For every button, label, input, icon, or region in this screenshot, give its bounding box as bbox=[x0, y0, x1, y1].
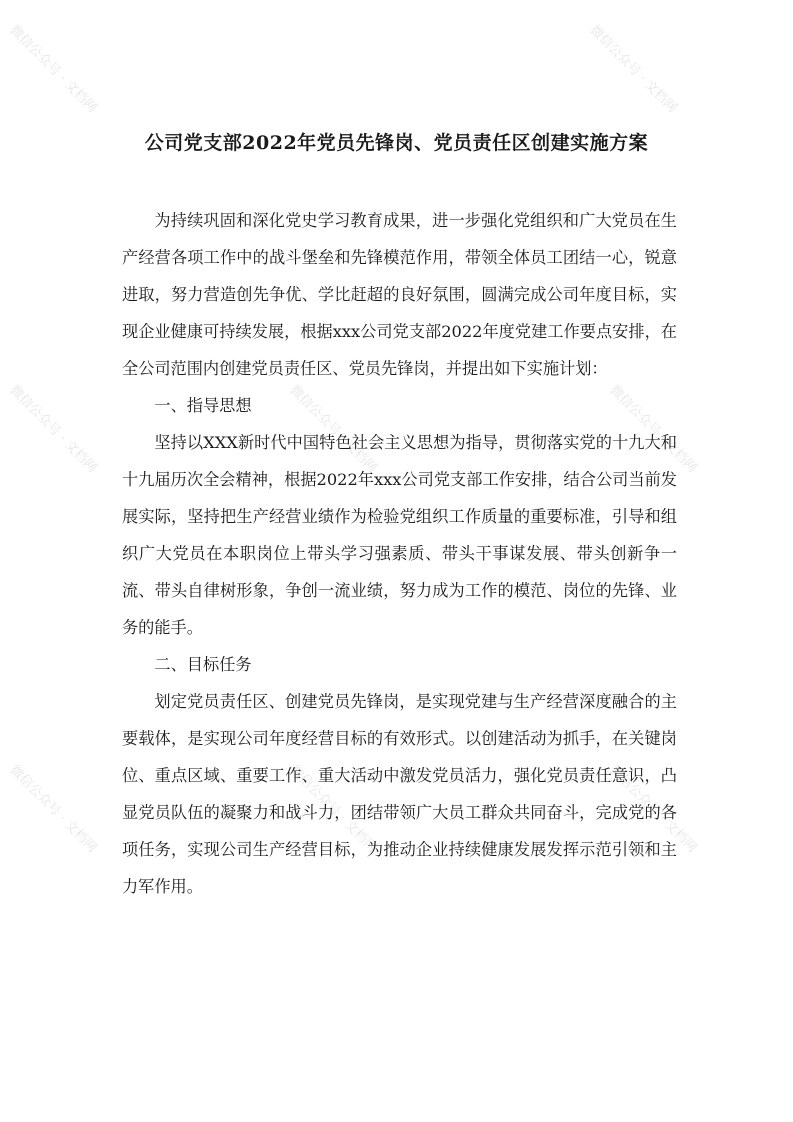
watermark: 微信公众号 · 文档网 bbox=[6, 762, 100, 856]
section-heading-guiding-ideology: 一、指导思想 bbox=[154, 396, 252, 415]
watermark: 微信公众号 · 文档网 bbox=[606, 762, 700, 856]
section-text-guiding-ideology: 坚持以XXX新时代中国特色社会主义思想为指导，贯彻落实党的十九大和十九届历次全会精神，根据2022年xxx公司党支部工作安排，结合公司当前发展实际，坚持把生产经营业绩作为检验党组织工作质量的重要标准，引导和组织广大党员在本职岗位上带头学习强素质、带头干事谋发展、带头创新争一流、带头自律树形象，争创一流业绩，努力成为工作的模范、岗位的先锋、业务的能手。 bbox=[122, 433, 677, 637]
document-title: 公司党支部2022年党员先锋岗、党员责任区创建实施方案 bbox=[144, 132, 649, 154]
document-body bbox=[122, 202, 677, 905]
watermark: 微信公众号 · 文档网 bbox=[606, 382, 700, 476]
watermark: 微信公众号 · 文档网 bbox=[6, 22, 100, 116]
watermark: 微信公众号 · 文档网 bbox=[6, 382, 100, 476]
intro-paragraph: 为持续巩固和深化党史学习教育成果，进一步强化党组织和广大党员在生产经营各项工作中的战斗堡垒和先锋模范作用，带领全体员工团结一心，锐意进取，努力营造创先争优、学比赶超的良好氛围，圆满完成公司年度目标，实现企业健康可持续发展，根据xxx公司党支部2022年度党建工作要点安排，在全公司范围内创建党员责任区、党员先锋岗，并提出如下实施计划： bbox=[122, 211, 677, 378]
section-text-goals-tasks: 划定党员责任区、创建党员先锋岗，是实现党建与生产经营深度融合的主要载体，是实现公司年度经营目标的有效形式。以创建活动为抓手，在关键岗位、重点区域、重要工作、重大活动中激发党员活力，强化党员责任意识，凸显党员队伍的凝聚力和战斗力，团结带领广大员工群众共同奋斗，完成党的各项任务，实现公司生产经营目标，为推动企业持续健康发展发挥示范引领和主力军作用。 bbox=[122, 692, 677, 896]
watermark: 微信公众号 · 文档网 bbox=[286, 762, 380, 856]
section-heading-goals-tasks: 二、目标任务 bbox=[154, 655, 252, 674]
watermark: 微信公众号 · 文档网 bbox=[586, 22, 680, 116]
watermark: 微信公众号 · 文档网 bbox=[286, 382, 380, 476]
